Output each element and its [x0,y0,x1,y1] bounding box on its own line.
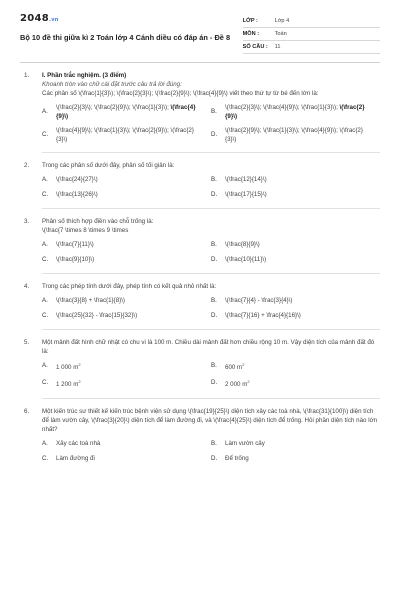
option-letter: B. [211,240,217,248]
question-divider [42,273,380,274]
meta-key: SỐ CÂU : [242,43,268,50]
answer-option-b[interactable] [211,104,380,122]
question-number: 2. [24,161,30,169]
option-text: Làm vườn cây [225,439,265,447]
option-text: \(\frac{2}{9}\); \(\frac{1}{3}\); \(\frac{4}{9}\); \(\frac{2}{3}\) [225,126,363,143]
meta-row-count [243,41,380,54]
meta-value: Toán [274,30,287,37]
option-text: \(\frac{10}{11}\) [225,255,267,263]
option-text [56,362,81,373]
question-text: I. Phần trắc nghiệm. (3 điểm) [42,72,127,79]
option-value: 600 m [225,363,243,371]
meta-row-class [243,15,380,28]
option-value: 1 200 m [56,380,79,388]
question-subtext: Các phân số \(\frac{1}{3}\); \(\frac{2}{3}\); \(\frac{2}{9}\); \(\frac{4}{9}\) viết theo thứ tự từ bé đến lớn là: [42,89,319,97]
option-letter: D. [211,378,218,386]
answer-option-d[interactable] [211,312,380,321]
option-letter: A. [42,439,48,447]
question-divider [42,329,380,330]
meta-value: 11 [274,43,281,50]
option-text: \(\frac{12}{14}\) [225,175,267,183]
header-divider [20,62,380,63]
answer-option-c[interactable] [42,127,211,145]
question-text: Trong các phép tính dưới đây, phép tính có kết quả nhỏ nhất là: [42,282,217,290]
document-title: Bộ 10 đề thi giữa kì 2 Toán lớp 4 Cánh diều có đáp án - Đề 8 [20,32,231,42]
meta-key: LỚP : [242,17,258,24]
question-divider [42,398,380,399]
question-text: Phân số thích hợp điền vào chỗ trống là: [42,217,154,225]
option-text [225,379,250,390]
logo-main: 2048 [20,13,50,24]
meta-row-subject [243,28,380,41]
answer-option-b[interactable] [211,176,380,185]
option-letter: C. [42,131,49,139]
question-1 [20,72,380,153]
question-instruction: Khoanh tròn vào chữ cái đặt trước câu trả lời đúng: [42,80,182,88]
logo-suffix: .vn [49,17,59,23]
option-text: \(\frac{3}{8} + \frac{1}{8}\) [56,296,125,304]
option-letter: C. [42,190,49,198]
question-text: Một kiến trúc sư thiết kế kiến trúc bệnh viện sử dụng \(\frac{19}{25}\) diện tích xây các toà nhà, \(\frac{31}{100}\) diện tích để làm vườn cây, \(\frac{3}{20}\) diện tích để làm đường đi, và \(\frac{4}{25}\) diện tích để trống. Hỏi phần diện tích nào lớn nhất? [42,407,378,433]
option-letter: C. [42,311,49,319]
option-letter: B. [211,108,217,116]
answer-option-c[interactable] [42,312,211,321]
answer-option-c[interactable] [42,455,211,464]
meta-value: Lớp 4 [274,17,290,24]
answer-option-a[interactable] [42,104,211,122]
answer-options [42,440,380,470]
option-text-plain: \(\frac{2}{3}\); \(\frac{4}{9}\); \(\frac{1}{3}\); [225,103,340,111]
answer-option-a[interactable] [42,297,211,306]
option-text [56,104,201,122]
answer-option-d[interactable] [211,191,380,200]
option-letter: A. [42,175,48,183]
option-text: \(\frac{8}{9}\) [225,240,260,248]
question-4 [20,283,380,330]
option-exponent: 2 [78,361,81,367]
answer-options [42,104,380,150]
option-letter: A. [42,240,48,248]
answer-option-b[interactable] [211,362,380,373]
option-letter: A. [42,108,48,116]
option-text: Làm đường đi [56,454,95,462]
answer-option-c[interactable] [42,256,211,265]
question-6 [20,408,380,470]
answer-option-a[interactable] [42,362,211,373]
option-letter: D. [211,454,218,462]
answer-options [42,362,380,396]
option-value: 1 000 m [56,363,79,371]
option-text: \(\frac{4}{9}\); \(\frac{1}{3}\); \(\frac{2}{9}\); \(\frac{2}{3}\) [56,126,194,143]
option-text: Xây các toà nhà [56,439,101,447]
option-letter: A. [42,361,48,369]
question-number: 6. [24,407,30,415]
option-letter: B. [211,361,217,369]
question-text: Trong các phân số dưới đây, phân số tối giản là: [42,161,175,169]
option-text: \(\frac{13}{26}\) [56,190,98,198]
option-text [225,362,244,373]
question-divider [42,152,380,153]
answer-option-d[interactable] [211,256,380,265]
option-text: Để trống [225,454,249,462]
answer-option-a[interactable] [42,241,211,250]
question-number: 3. [24,217,30,225]
option-text: \(\frac{7}{4} - \frac{3}{4}\) [225,296,293,304]
option-text: \(\frac{7}{16} + \frac{4}{16}\) [225,311,301,319]
option-text-bold: \(\frac{4}{9}\) [56,103,196,120]
option-letter: D. [211,311,218,319]
option-text: \(\frac{9}{10}\) [56,255,95,263]
option-letter: D. [211,131,218,139]
answer-options [42,176,380,206]
option-text [225,104,370,122]
question-number: 1. [24,72,30,79]
document-header [20,12,380,54]
option-text: \(\frac{7}{11}\) [56,240,94,248]
answer-option-a[interactable] [42,440,211,449]
option-exponent: 2 [247,378,250,384]
option-letter: C. [42,255,49,263]
question-text: Một mảnh đất hình chữ nhật có chu vi là 100 m. Chiều dài mảnh đất hơn chiều rộng 10 m. Vậy diện tích của mảnh đất đó là: [42,338,375,355]
answer-option-b[interactable] [211,297,380,306]
option-letter: A. [42,296,48,304]
answer-option-d[interactable] [211,379,380,390]
answer-option-b[interactable] [211,440,380,449]
option-text: \(\frac{17}{15}\) [225,190,267,198]
answer-option-d[interactable] [211,455,380,464]
option-text [56,379,81,390]
option-letter: D. [211,255,218,263]
option-text: \(\frac{24}{27}\) [56,175,98,183]
question-3 [20,218,380,274]
answer-option-c[interactable] [42,191,211,200]
option-exponent: 2 [78,378,81,384]
option-letter: B. [211,296,217,304]
option-exponent: 2 [242,361,245,367]
option-letter: B. [211,175,217,183]
option-letter: C. [42,378,49,386]
answer-options [42,297,380,327]
option-letter: D. [211,190,218,198]
question-divider [42,208,380,209]
option-value: 2 000 m [225,380,248,388]
answer-options [42,241,380,271]
meta-table [243,15,380,54]
header-left [20,12,243,42]
answer-option-d[interactable] [211,127,380,145]
answer-option-a[interactable] [42,176,211,185]
option-text-plain: \(\frac{2}{3}\); \(\frac{2}{9}\); \(\frac{1}{3}\); [56,103,171,111]
option-text: \(\frac{25}{32} - \frac{15}{32}\) [56,311,138,319]
question-2 [20,162,380,209]
option-letter: C. [42,454,49,462]
option-text-bold: \(\frac{2}{9}\) [225,103,365,120]
answer-option-b[interactable] [211,241,380,250]
meta-key: MÔN : [242,30,260,37]
question-number: 5. [24,338,30,346]
answer-option-c[interactable] [42,379,211,390]
question-5 [20,339,380,399]
option-letter: B. [211,439,217,447]
site-logo[interactable] [20,12,243,27]
question-subtext: \(\frac{7 \times 8 \times 9 \times [42,226,129,234]
question-number: 4. [24,282,30,290]
